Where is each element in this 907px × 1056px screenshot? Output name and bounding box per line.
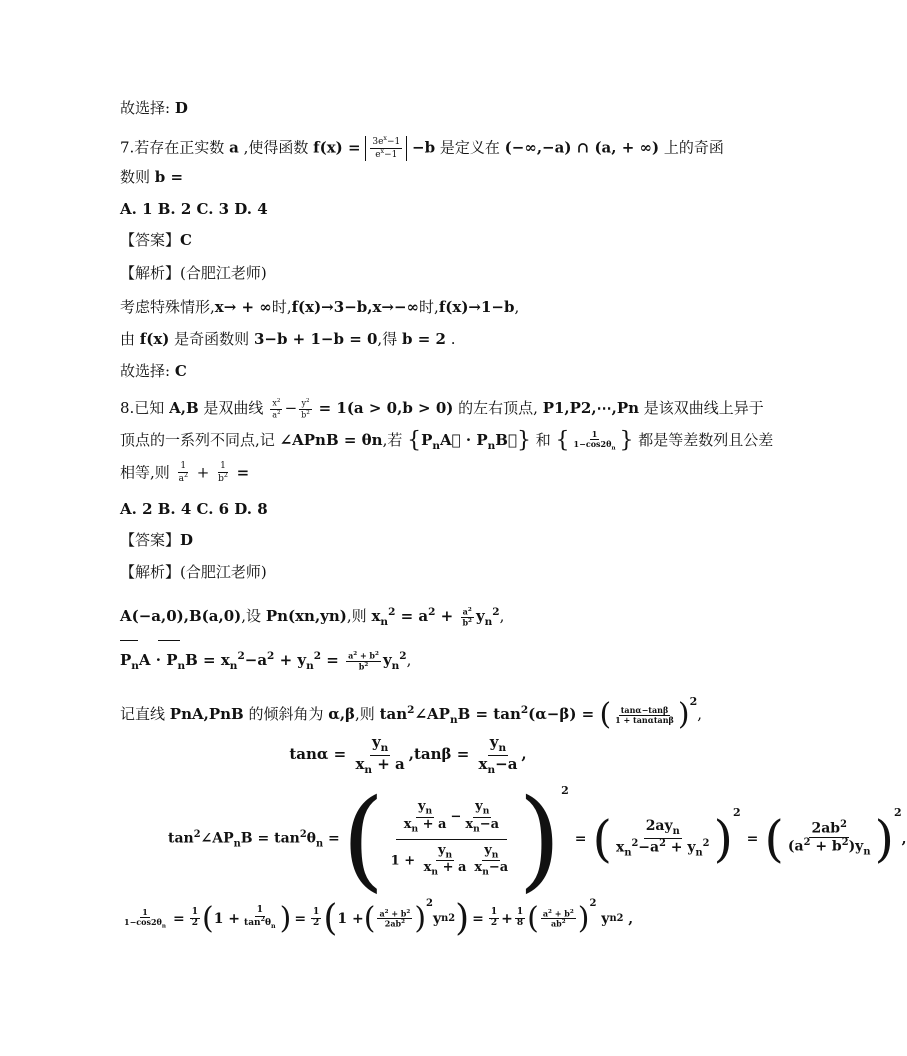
answer-value: D (180, 531, 194, 549)
q8-tan-alpha-beta: tanα = $\frac{y_n}{x_n + a}$ ,tanβ = $\frac{y_n}{x_n-a}$ , (289, 733, 527, 776)
q7-num-tail: −1 (386, 137, 401, 147)
q8-stem-line3: 相等,则 $\frac{1}{a^2}$ + $\frac{1}{b^2}$ = (120, 461, 250, 484)
q8-text: 都是等差数列且公差 (638, 431, 774, 449)
q8-text: , (697, 705, 703, 723)
answer-value: C (180, 231, 192, 249)
q8-text: 记直线 (120, 705, 166, 723)
q8-text: ,设 (241, 607, 262, 625)
q8-math: Pn(xn,yn) (265, 607, 347, 625)
q8-final-eq: $\frac{1}{1-\cos 2\theta_n}$ = $\frac{1}{2}$ ( 1 + $\frac{1}{\tan^2\theta_n}$ ) = $\frac{1}{2}$ ( 1 + ( $\frac{a^2 + b^2}{2ab^2}$ ) $^2$ y n 2 ) = $\frac{1}{2}$ + $\frac{1}{8}$ ( $\frac{a^2 + b^2}{ab^2}$ ) $^2$ y n 2 , (124, 898, 634, 939)
q8-tan2-eq: $\tan^2\angle AP_nB = \tan^2(\alpha-\beta)$ = ( $\frac{\tan\alpha-\tan\beta}{1 + \tan\alpha\tan\beta}$ )$^2$ (379, 695, 698, 732)
q8-math: α,β (328, 705, 356, 723)
q8-tan2-theta-formula: $\tan^2\angle AP_nB = \tan^2\theta_n$ = ( $\frac{y_n}{x_n + a}$ − $\frac{y_n}{x_n-a}$ 1 + $\frac{y_n}{x_n + a}$ $\frac{y_n}{x_n-a}$ ) $^2$ = ( $\frac{2ay_n}{x_n^2-a^2 + y_n^2}$ ) $^2$ = ( $\frac{2ab^2}{(a^2 + b^2)y_n}$ ) $^2$ , (168, 775, 907, 903)
q8-text: 和 (535, 431, 551, 449)
q7-text: 7.若存在正实数 (120, 138, 225, 157)
q7-conclusion-value: C (174, 362, 187, 380)
q7-text: 是奇函数则 (174, 330, 250, 348)
q8-ab: A,B (169, 399, 199, 417)
q7-text: ,得 (377, 330, 398, 348)
q7-den-tail: −1 (384, 149, 398, 160)
q8-solution-line2: $P_nA \cdot P_nB = x_n^2-a^2 + y_n^2$ = $\frac{a^2 + b^2}{b^2}$ $y_n^2$, (120, 650, 412, 672)
q8-text: 是该双曲线上异于 (643, 399, 764, 417)
q7-num: 3e (372, 137, 384, 147)
q8-answer (120, 530, 193, 550)
q7-den-sup: x (380, 147, 385, 155)
q8-xn2-eq: $x_n^2 = a^2$ + $\frac{a^2}{b^2}$ $y_n^2$ (371, 606, 500, 628)
q8-text: ,则 (346, 607, 367, 625)
q7-solution-line1 (120, 297, 519, 317)
q7-math: f(x) (139, 330, 170, 348)
q7-math: b = 2 (401, 330, 446, 348)
q8-text: 是双曲线 (203, 399, 264, 417)
q7-math: f(x)→3−b,x→−∞ (291, 298, 420, 316)
prev-answer-value: D (174, 99, 188, 117)
q8-frac-1b2: $\frac{1}{b^2}$ (218, 461, 228, 484)
q7-text: ,使得函数 (243, 138, 309, 157)
q7-text: . (450, 330, 456, 348)
prev-answer-line (120, 98, 188, 118)
q7-var-a: a (229, 138, 239, 157)
q8-options: A. 2 B. 4 C. 6 D. 8 (120, 500, 268, 518)
q8-text: 的左右顶点, (458, 399, 538, 417)
q8-dot-product-eq: $P_nA \cdot P_nB = x_n^2-a^2 + y_n^2$ = $\frac{a^2 + b^2}{b^2}$ $y_n^2$ (120, 650, 407, 672)
vec-bar-pnb (158, 640, 180, 641)
q7-text: 数则 (120, 168, 151, 186)
q8-text: ,则 (355, 705, 375, 723)
vec-bar-pna (120, 640, 138, 641)
q8-frac-1a2: $\frac{1}{a^2}$ (178, 461, 188, 484)
q8-text: ,若 (382, 431, 403, 449)
q7-math: x→ + ∞ (214, 298, 272, 316)
q8-math: A(−a,0),B(a,0) (120, 607, 242, 625)
q8-points: P1,P2,⋯,Pn (542, 399, 640, 417)
q8-text: , (499, 607, 505, 625)
q8-stem-line1: 8.已知 A,B 是双曲线 $\frac{x^2}{a^2}$ − $\frac{y^2}{b^2}$ = 1(a > 0,b > 0) 的左右顶点, P1,P2,⋯,Pn 是该双曲线上异于 (120, 398, 764, 420)
q7-text: , (514, 298, 520, 316)
q7-math: f(x)→1−b (438, 298, 515, 316)
q8-reciprocal-seq: { $\frac{1}{1-\cos 2\theta_n}$ } (555, 428, 634, 453)
q8-text: 的倾斜角为 (248, 705, 324, 723)
q7-fraction (370, 136, 402, 161)
q7-answer (120, 230, 192, 250)
q8-dot-product-seq: {$P_nA⃗$ · $P_nB⃗$} (407, 428, 531, 453)
q7-den: e (375, 149, 381, 160)
q7-text: 考虑特殊情形, (120, 298, 215, 316)
q7-minus-b: −b (412, 138, 436, 157)
q7-analysis-label: 【解析】(合肥江老师) (120, 264, 267, 282)
q7-math: 3−b + 1−b = 0 (253, 330, 378, 348)
q8-angle: ∠APnB = θn (279, 431, 383, 449)
q8-solution-line3 (120, 692, 702, 730)
q8-text: 顶点的一系列不同点,记 (120, 431, 275, 449)
q8-frac-y2b2: $\frac{y^2}{b^2}$ (301, 398, 310, 420)
q7-num-sup: x (383, 135, 387, 142)
answer-label: 【答案】 (120, 231, 181, 249)
q8-eq: = 1(a > 0,b > 0) (318, 399, 454, 417)
q7-stem-line1 (120, 136, 724, 161)
prev-answer-label: 故选择: (120, 99, 171, 117)
answer-label: 【答案】 (120, 531, 181, 549)
q7-stem-line2 (120, 167, 183, 187)
q8-stem-line2 (120, 430, 773, 456)
q8-frac-x2a2: $\frac{x^2}{a^2}$ (272, 398, 281, 420)
q7-b-eq: b = (154, 168, 184, 186)
q7-fx: f(x) = (313, 138, 361, 157)
q8-eq-sign: = (236, 463, 250, 482)
q7-solution-line2 (120, 329, 456, 349)
q7-domain: (−∞,−a) ∩ (a, + ∞) (504, 138, 660, 157)
q7-conclusion (120, 361, 187, 381)
q8-solution-line1 (120, 602, 504, 632)
q8-text: 相等,则 (120, 463, 170, 482)
q8-analysis-label: 【解析】(合肥江老师) (120, 563, 267, 581)
q8-math: PnA,PnB (169, 705, 244, 723)
q7-text: 由 (120, 330, 136, 348)
q7-text: 是定义在 (439, 138, 500, 157)
q7-options: A. 1 B. 2 C. 3 D. 4 (120, 200, 268, 218)
q7-text: 上的奇函 (663, 138, 724, 157)
q7-conclusion-label: 故选择: (120, 362, 171, 380)
q8-text: 8.已知 (120, 399, 165, 417)
q7-text: 时, (419, 298, 439, 316)
q7-text: 时, (271, 298, 292, 316)
q7-abs-fraction (365, 136, 407, 161)
